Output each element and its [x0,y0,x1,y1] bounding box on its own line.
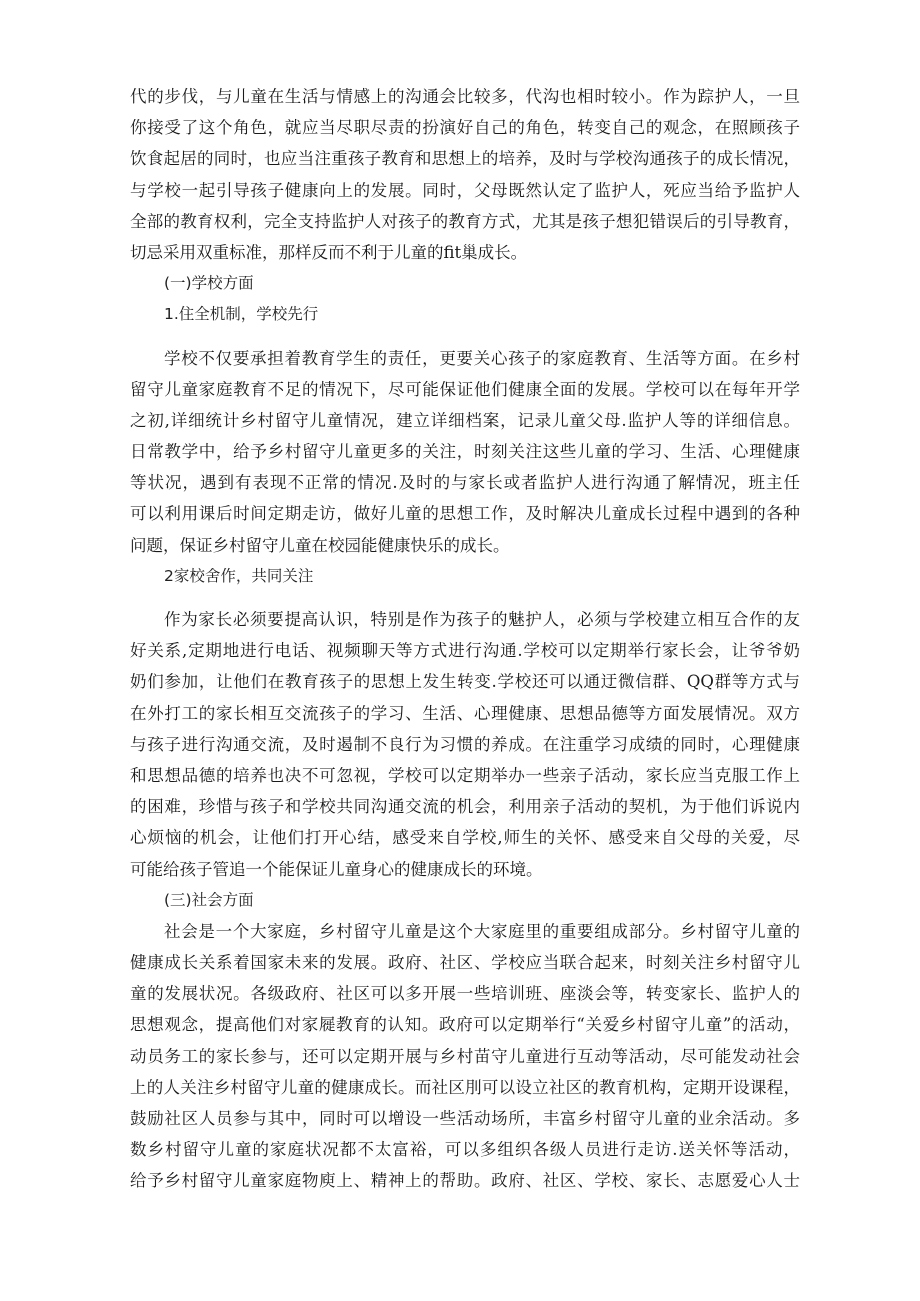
subsection-heading-1: 1.住全机制，学校先行 [164,305,319,324]
school-paragraph-1 [130,343,800,561]
text-line: 作为家长必须要提高认识，特别是作为孩子的魅护人，必须与学校建立相互合作的友 [164,610,800,629]
text-line: 可以利用课后时间定期走访，做好儿童的思想工作，及时解决儿童成长过程中遇到的各种 [130,504,800,524]
section-heading-society: (三)社会方面 [164,890,254,909]
document-body [130,81,800,1197]
text-line: 与学校一起引导孩子健康向上的发展。同时，父母既然认定了监护人，死应当给予监护人 [130,180,800,200]
text-line: 全部的教育权利，完全支持监护人对孩子的教育方式，尤其是孩子想犯错误后的引导教育， [130,211,800,231]
text-line: 社会是一个大家庭，乡村留守儿童是这个大家庭里的重要组成部分。乡村留守儿童的 [164,921,800,941]
subsection-heading-2: 2家校舍作，共同关注 [164,566,314,585]
school-paragraph-2 [130,604,800,885]
text-line: 心烦恼的机会，让他们打开心结，感受来自学校,师生的关怀、感受来自父母的关爱，尽 [130,828,800,848]
text-line: 与孩子进行沟通交流，及时遏制不良行为习惯的养成。在注重学习成绩的同时，心理健康 [130,734,800,754]
text-line: 饮食起居的同时，也应当注重孩子教育和思想上的培养，及时与学校沟通孩子的成长情况， [130,149,800,169]
text-line: 动员务工的家长参与，还可以定期开展与乡村苗守儿童进行互动等活动，尽可能发动社会 [130,1046,800,1066]
text-line: 给予乡村留守儿童家庭物庾上、精神上的帮助。政府、社区、学校、家长、志愿爱心人士 [130,1171,800,1191]
text-line: 健康成长关系着国家未来的发展。政府、社区、学校应当联合起来，时刻关注乡村留守儿 [130,953,800,973]
text-line: 等状况，遇到有表现不正常的情况.及时的与家长或者监护人进行沟通了解情况，班主任 [130,473,800,493]
text-line: 童的发展状况。各级政府、社区可以多开展一些培训班、座淡会等，转变家长、监护人的 [130,984,800,1004]
spacer [130,592,800,604]
text-line: 和思想品德的培养也决不可忽视，学校可以定期举办一些亲子活动，家长应当克服工作上 [130,765,800,785]
text-line: 数乡村留守儿童的家庭状况都不太富裕，可以多组织各级人员进行走访.送关怀等活动， [130,1140,800,1160]
text-line: 你接受了这个角色，就应当尽职尽责的扮演好自己的角色，转变自己的观念，在照顾孩子 [130,118,800,138]
text-line: 思想观念，提高他们对家屣教育的认知。政府可以定期举行“关爱乡村留守儿童”的活动， [130,1015,800,1035]
text-line: 的困难，珍惜与孩子和学校共同沟通交流的机会，利用亲子活动的契机，为于他们诉说内 [130,797,800,817]
spacer [130,331,800,343]
text-line: 鼓励社区人员参与其中，同时可以增设一些活动场所，丰富乡村留守儿童的业余活动。多 [130,1109,800,1128]
text-line: 切忌采用双重标准，那样反而不利于儿童的fit巢成长。 [130,242,528,262]
text-line: 之初,详细统计乡村留守儿童情况，建立详细档案，记录儿童父母.监护人等的详细信息。 [130,410,800,430]
text-line: 问题，保证乡村留守儿童在校园能健康快乐的成长。 [130,535,510,555]
text-line: 留守儿童家庭教育不足的情况下，尽可能保证他们健康全面的发展。学校可以在每年开学 [130,379,800,399]
text-line: 可能给孩子管追一个能保证儿童身心的健康成长的环境。 [130,859,543,879]
text-line: 好关系,定期地进行电话、视频聊天等方式进行沟通.学校可以定期举行家长会，让爷爷奶 [130,641,800,661]
text-line: 上的人关注乡村留守儿童的健康成长。而社区刖可以设立社区的教育机构，定期开设课程， [130,1077,800,1097]
text-line: 日常教学中，给予乡村留守儿童更多的关注，时刻关注这些儿童的学习、生活、心理健康 [130,442,800,462]
section-heading-school: (一)学校方面 [164,274,254,293]
society-paragraph [130,916,800,1197]
text-line: 奶们参加，让他们在教育孩子的思想上发生转变.学校还可以通迂微信群、QQ群等方式与 [130,672,800,692]
text-line: 在外打工的家长相互交流孩子的学习、生活、心理健康、思想品德等方面发展情况。双方 [130,703,800,723]
text-line: 代的步伐，与儿童在生活与情感上的沟通会比较多，代沟也相时较小。作为踪护人，一旦 [130,87,800,106]
text-line: 学校不仅要承担着教育学生的责任，更要关心孩子的家庭教育、生活等方面。在乡村 [164,348,800,368]
intro-paragraph [130,81,800,268]
